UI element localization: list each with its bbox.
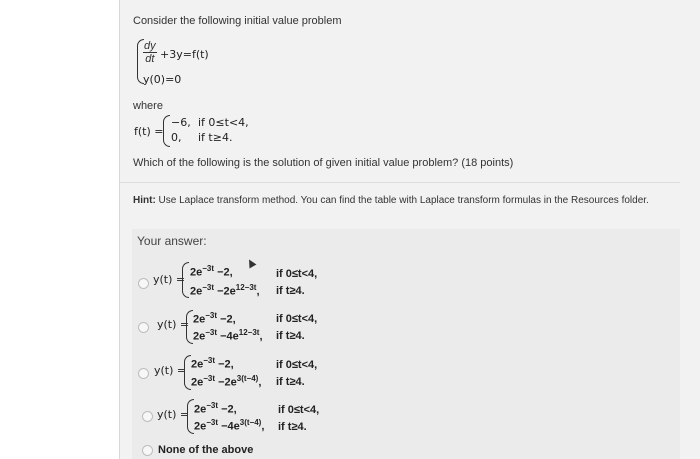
derivative-denominator: dt bbox=[145, 53, 155, 65]
option-3-lhs: y(t) = bbox=[154, 364, 187, 377]
radio-option-2[interactable] bbox=[138, 322, 149, 333]
none-of-the-above-label: None of the above bbox=[158, 444, 254, 456]
option-1-line1: $2e^{-3t} -2$, bbox=[190, 264, 233, 279]
option-1-cond1: if 0≤t<4, bbox=[276, 268, 318, 280]
divider bbox=[120, 182, 680, 183]
radio-option-1[interactable] bbox=[138, 278, 149, 289]
hint-text: Use Laplace transform method. You can find the table with Laplace transform formulas in the Resources folder. bbox=[155, 195, 649, 206]
option-3-line2: $2e^{-3t} -2e^{3(t-4)}$, bbox=[191, 374, 262, 389]
initial-condition: y(0)=0 bbox=[143, 73, 182, 86]
f-case1-condition: if 0≤t<4, bbox=[198, 116, 249, 129]
hint bbox=[133, 195, 649, 206]
derivative-numerator: dy bbox=[144, 40, 156, 52]
option-4-brace bbox=[187, 399, 194, 434]
f-case1-value: −6, bbox=[171, 116, 191, 129]
radio-option-4[interactable] bbox=[142, 411, 153, 422]
option-2-line2: $2e^{-3t} -4e^{12-3t}$, bbox=[193, 328, 263, 343]
option-2-cond2: if t≥4. bbox=[276, 330, 305, 342]
f-brace bbox=[163, 115, 170, 147]
f-lhs: f(t) = bbox=[134, 125, 164, 138]
f-case2-value: 0, bbox=[171, 131, 182, 144]
option-3-line1: $2e^{-3t} -2$, bbox=[191, 356, 234, 371]
f-case2-condition: if t≥4. bbox=[198, 131, 233, 144]
where-label: where bbox=[133, 100, 163, 112]
radio-option-3[interactable] bbox=[138, 368, 149, 379]
radio-option-none[interactable] bbox=[142, 445, 153, 456]
ode-rest: +3y=f(t) bbox=[160, 48, 209, 61]
question-prompt: Which of the following is the solution of given initial value problem? (18 points) bbox=[133, 157, 514, 169]
answer-label: Your answer: bbox=[137, 234, 207, 248]
option-3-brace bbox=[184, 355, 191, 390]
option-4-line2: $2e^{-3t} -4e^{3(t-4)}$, bbox=[194, 418, 265, 433]
option-2-cond1: if 0≤t<4, bbox=[276, 313, 318, 325]
option-1-lhs: y(t) = bbox=[153, 273, 186, 286]
hint-label: Hint: bbox=[133, 195, 156, 206]
option-3-cond2: if t≥4. bbox=[276, 376, 305, 388]
option-2-line1: $2e^{-3t} -2$, bbox=[193, 311, 236, 326]
derivative-fraction bbox=[143, 40, 157, 65]
question-intro: Consider the following initial value problem bbox=[133, 15, 342, 27]
option-2-brace bbox=[186, 310, 193, 344]
option-1-cond2: if t≥4. bbox=[276, 285, 305, 297]
option-1-line2: $2e^{-3t} -2e^{12-3t}$, bbox=[190, 283, 260, 298]
option-4-lhs: y(t) = bbox=[157, 408, 190, 421]
option-1-brace bbox=[182, 262, 189, 298]
option-3-cond1: if 0≤t<4, bbox=[276, 359, 318, 371]
option-4-line1: $2e^{-3t} -2$, bbox=[194, 401, 237, 416]
option-2-lhs: y(t) = bbox=[157, 318, 190, 331]
option-4-cond1: if 0≤t<4, bbox=[278, 404, 320, 416]
option-4-cond2: if t≥4. bbox=[278, 421, 307, 433]
